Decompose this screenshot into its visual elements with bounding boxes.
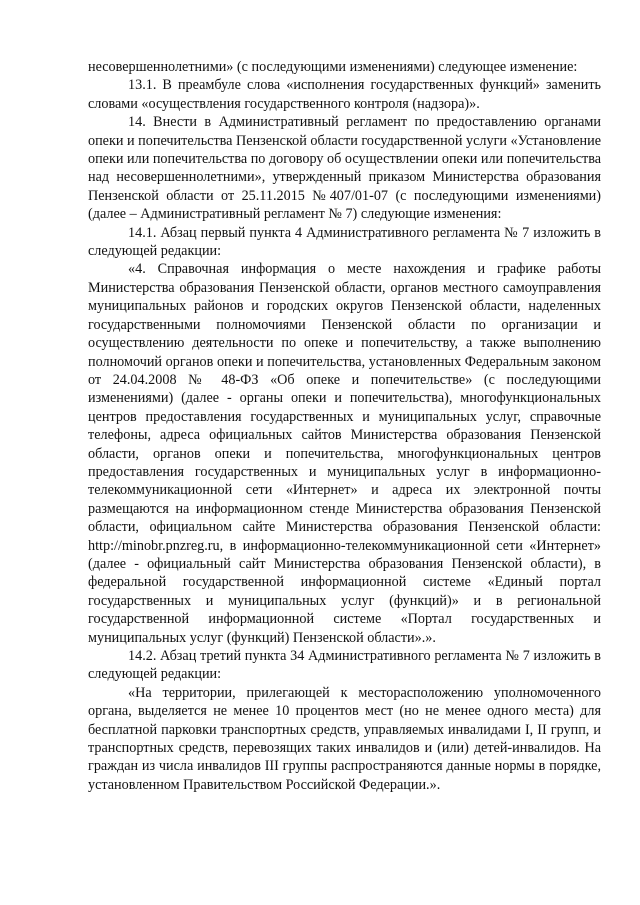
document-page [88, 58, 601, 794]
paragraph-14: 14. Внести в Административный регламент по предоставлению органами опеки и попечительства Пензенской области государственной услуги «Установление опеки или попечительства по договору об осуществлении опеки или попечительства над несовершеннолетними», утвержденный приказом Министерства образования Пензенской области от 25.11.2015 №407/01-07 (с последующими изменениями) (далее – Административный регламент № 7) следующие изменения: [88, 114, 601, 223]
paragraph-13-1: 13.1. В преамбуле слова «исполнения государственных функций» заменить словами «осуществления государственного контроля (надзора)». [88, 77, 601, 112]
paragraph-quote-4: «4. Справочная информация о месте нахождения и графике работы Министерства образования Пензенской области, органов местного самоуправления муниципальных районов и городских округов Пензенской области, наделенных государственными полномочиями Пензенской области по организации и осуществлению деятельности по опеке и попечительству, а также выполнению полномочий органов опеки и попечительства, установленных Федеральным законом от 24.04.2008 № 48-ФЗ «Об опеке и попечительстве» (с последующими изменениями) (далее - органы опеки и попечительства), многофункциональных центров предоставления государственных и муниципальных услуг, справочные телефоны, адреса официальных сайтов Министерства образования Пензенской области, органов опеки и попечительства, многофункциональных центров предоставления государственных и муниципальных услуг в информационно-телекоммуникационной сети «Интернет» и адреса их электронной почты размещаются на информационном стенде Министерства образования Пензенской области, официальном сайте Министерства образования Пензенской области: http://minobr.pnzreg.ru, в информационно-телекоммуникационной сети «Интернет» (далее - официальный сайт Министерства образования Пензенской области), в федеральной государственной информационной системе «Единый портал государственных и муниципальных услуг (функций)» и в региональной государственной информационной системе «Портал государственных и муниципальных услуг (функций) Пензенской области».». [88, 261, 601, 646]
paragraph-continuation: несовершеннолетними» (с последующими изменениями) следующее изменение: [88, 59, 578, 75]
paragraph-14-1: 14.1. Абзац первый пункта 4 Административного регламента № 7 изложить в следующей редакции: [88, 224, 601, 260]
paragraph-14-2: 14.2. Абзац третий пункта 34 Административного регламента № 7 изложить в следующей редакции: [88, 648, 601, 683]
paragraph-quote-parking: «На территории, прилегающей к месторасположению уполномоченного органа, выделяется не менее 10 процентов мест (но не менее одного места) для бесплатной парковки транспортных средств, управляемых инвалидами I, II групп, и транспортных средств, перевозящих таких инвалидов и (или) детей-инвалидов. На граждан из числа инвалидов III группы распространяются данные нормы в порядке, установленном Правительством Российской Федерации.». [88, 684, 601, 793]
